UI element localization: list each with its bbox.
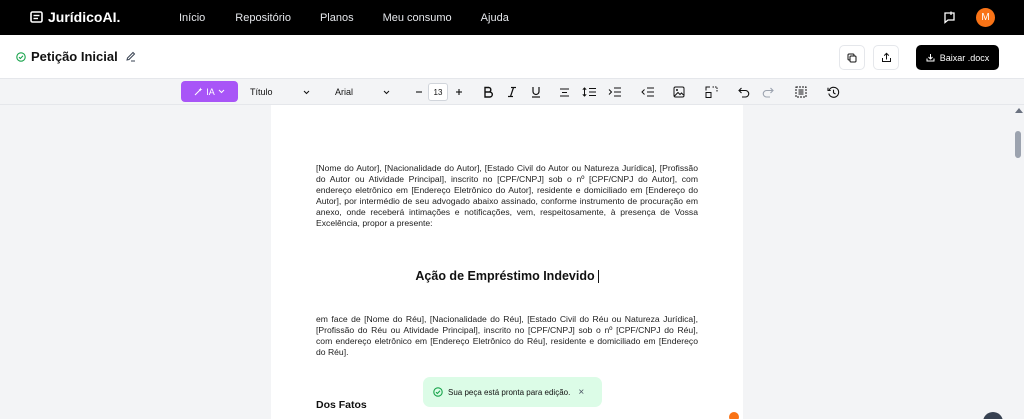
select-all-icon [795,86,807,98]
indent-button[interactable] [607,83,623,101]
success-toast [423,377,602,407]
main-nav [179,0,538,35]
magic-wand-icon [194,87,203,96]
select-all-button[interactable] [793,83,809,101]
copy-icon [847,53,857,63]
notification-dot[interactable] [729,412,739,419]
insert-block-button[interactable] [703,83,719,101]
image-icon [673,86,685,98]
document-heading[interactable] [271,269,743,283]
pencil-icon[interactable] [125,51,136,62]
align-center-icon [559,88,570,97]
insert-image-button[interactable] [671,83,687,101]
top-navbar [0,0,1024,35]
defendant-paragraph[interactable]: em face de [Nome do Réu], [Nacionalidade do Réu], [Estado Civil do Réu ou Natureza Jurídica], [Profissão do Réu ou Atividade Principal], inscrito no [CPF/CNPJ] sob o nº [CPF/CNPJ do Réu], com endereço eletrônico em [Endereço Eletrônico do Réu], residente e domiciliado em [Endereço do Réu]. [316,314,698,357]
editor-toolbar [0,79,1024,105]
indent-icon [608,87,622,97]
feedback-icon [943,11,956,24]
check-circle-icon [433,387,443,397]
increase-font-button[interactable] [453,83,465,101]
logo-icon [30,11,43,24]
italic-button[interactable] [505,83,519,101]
underline-icon [531,86,541,98]
logo-text: JurídicoAI. [48,9,121,25]
nav-inicio[interactable]: Início [179,11,206,24]
nav-repositorio[interactable]: Repositório [235,11,291,24]
toast-close-icon[interactable]: × [578,386,585,398]
italic-icon [507,86,517,98]
chevron-down-icon [383,90,390,95]
logo[interactable] [30,9,120,25]
history-button[interactable] [825,83,841,101]
nav-planos[interactable]: Planos [319,11,354,24]
intro-paragraph[interactable]: [Nome do Autor], [Nacionalidade do Autor], [Estado Civil do Autor ou Natureza Jurídica], [Profissão do Autor ou Atividade Principal], inscrito no [CPF/CNPJ] sob o nº [CPF/CNPJ do Autor], com endereço eletrônico em [Endereço Eletrônico do Autor], residente e domiciliado em [Endereço do Autor], por intermédio de seu advogado abaixo assinado, conforme instrumento de procuração em anexo, onde receberá intimações e notificações, vem, respeitosamente, à presença de Vossa Excelência, propor a presente: [316,163,698,228]
history-icon [827,86,840,99]
check-circle-icon [16,52,26,62]
bold-button[interactable] [481,83,495,101]
feedback-button[interactable] [943,11,956,29]
outdent-button[interactable] [640,83,656,101]
undo-button[interactable] [737,83,751,101]
ia-button[interactable] [181,81,238,102]
font-family-value: Arial [335,87,354,97]
document-title: Petição Inicial [31,49,118,64]
redo-icon [762,87,774,98]
scrollbar-thumb[interactable] [1015,131,1021,158]
bold-icon [483,86,494,98]
download-label: Baixar .docx [939,52,990,63]
share-icon [881,52,892,63]
heading-text: Ação de Empréstimo Indevido [415,269,595,283]
font-family-select[interactable] [330,83,395,101]
text-cursor [598,270,599,283]
heading-style-value: Título [250,87,273,97]
document-page[interactable] [271,105,743,419]
font-size-input[interactable]: 13 [428,83,448,101]
chevron-down-icon [218,89,225,94]
minus-icon [415,88,423,96]
share-button[interactable] [873,45,899,70]
download-docx-button[interactable] [916,45,999,70]
copy-button[interactable] [839,45,865,70]
line-height-icon [582,87,597,97]
scroll-up-arrow-icon[interactable] [1015,108,1023,113]
undo-icon [738,87,750,98]
nav-meu-consumo[interactable]: Meu consumo [382,11,452,24]
download-icon [926,53,935,62]
section-title-fatos[interactable]: Dos Fatos [316,399,367,411]
toast-message: Sua peça está pronta para edição. [448,387,571,397]
document-header [0,35,1024,79]
chevron-down-icon [303,90,310,95]
redo-button[interactable] [761,83,775,101]
heading-style-select[interactable] [245,83,315,101]
grid-block-icon [705,86,718,99]
help-widget[interactable] [983,412,1003,419]
plus-icon [455,88,463,96]
avatar[interactable]: M [976,8,995,27]
underline-button[interactable] [529,83,543,101]
decrease-font-button[interactable] [413,83,425,101]
line-height-button[interactable] [580,83,598,101]
ia-label: IA [206,86,215,97]
align-button[interactable] [557,83,571,101]
nav-ajuda[interactable]: Ajuda [480,11,509,24]
document-title-area [16,49,136,64]
outdent-icon [641,87,655,97]
